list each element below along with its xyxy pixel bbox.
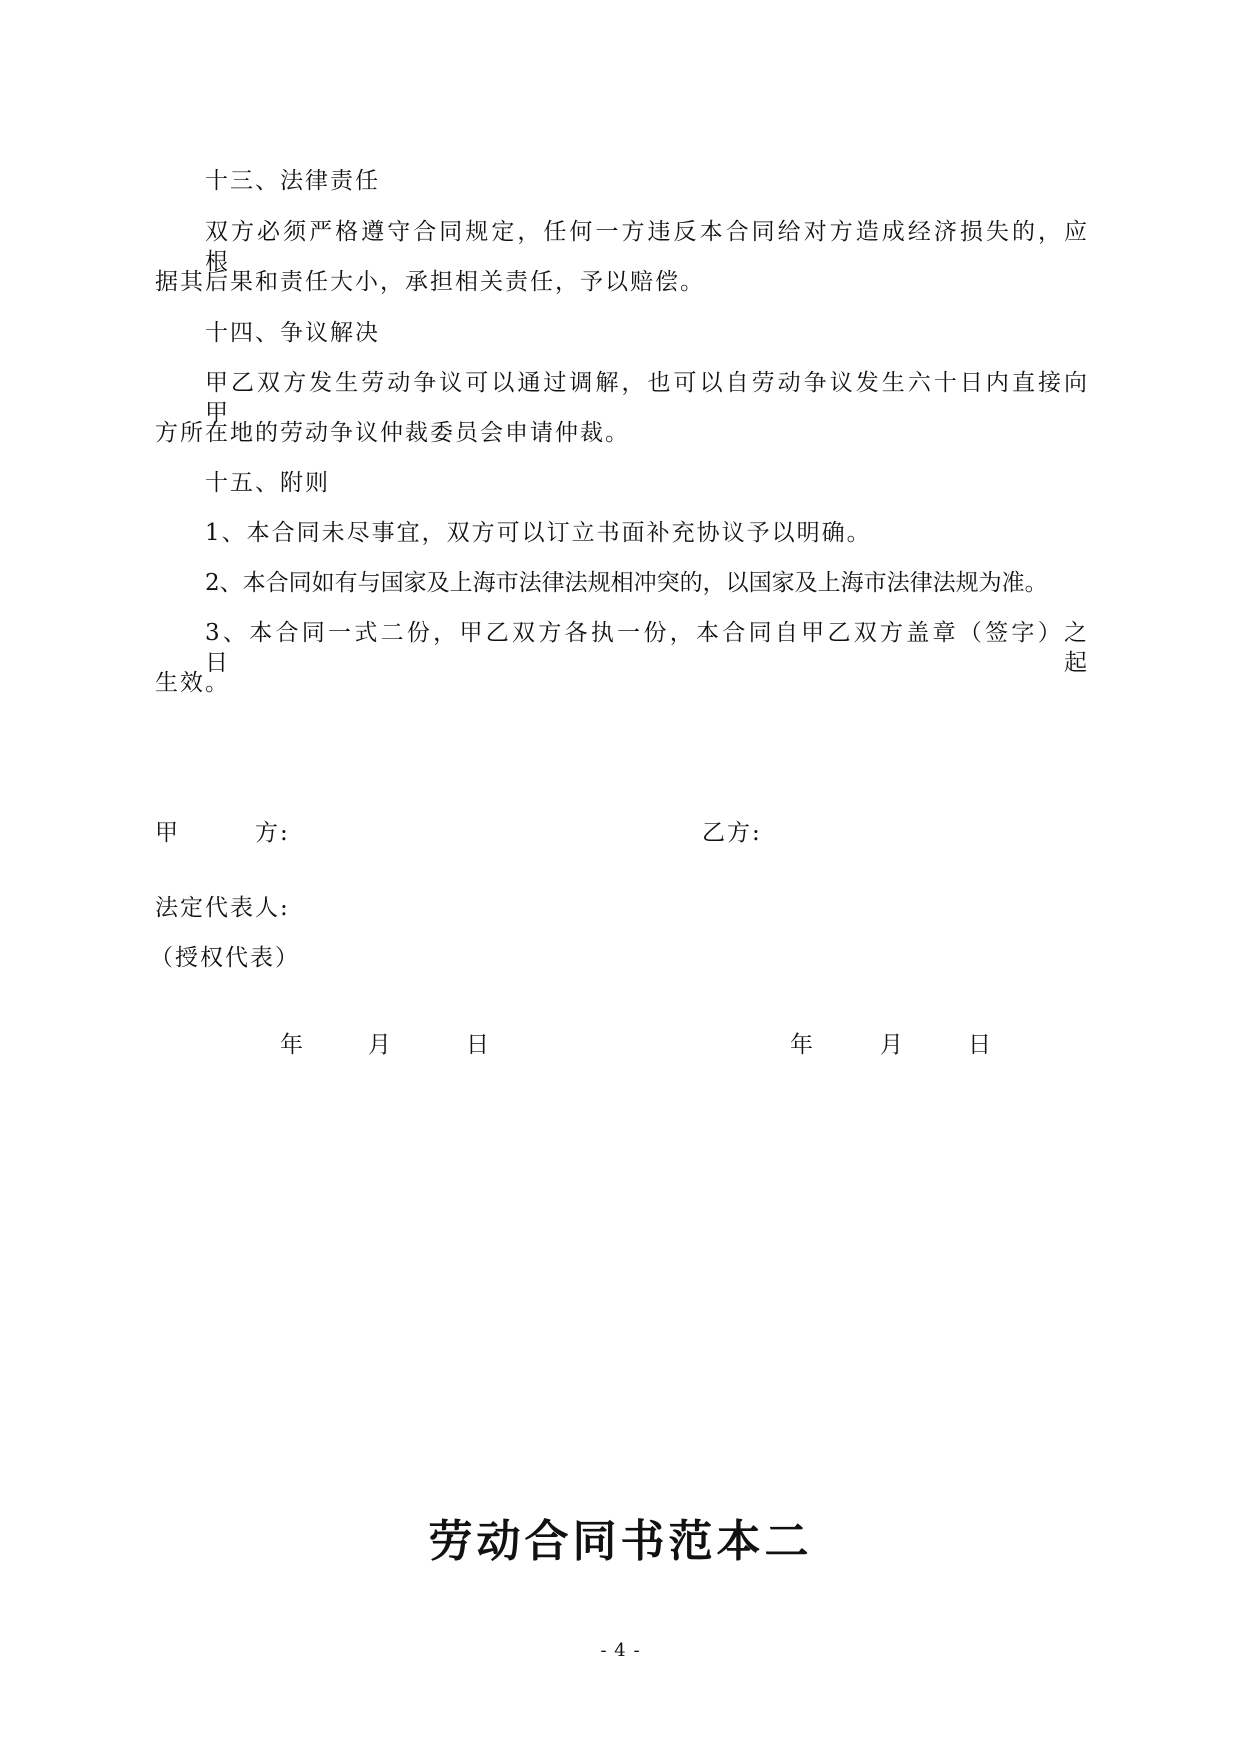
party-a-label-char: 甲 (155, 820, 180, 846)
article-13-heading: 十三、法律责任 (205, 168, 380, 194)
party-a-date-month: 月 (368, 1032, 393, 1058)
party-b-date-year: 年 (790, 1032, 815, 1058)
article-13-paragraph-line-2: 据其后果和责任大小，承担相关责任，予以赔偿。 (155, 269, 705, 295)
article-15-item-3-line-1: 3、本合同一式二份，甲乙双方各执一份，本合同自甲乙双方盖章（签字）之日起 (205, 620, 1090, 676)
article-15-item-2: 2、本合同如有与国家及上海市法律法规相冲突的，以国家及上海市法律法规为准。 (205, 570, 1048, 596)
article-15-heading: 十五、附则 (205, 470, 330, 496)
article-14-paragraph-line-2: 方所在地的劳动争议仲裁委员会申请仲裁。 (155, 420, 630, 446)
page-number: - 4 - (600, 1640, 641, 1661)
party-b-label: 乙方: (702, 820, 762, 846)
legal-representative-label: 法定代表人: (155, 895, 290, 921)
authorized-representative-label: （授权代表） (150, 945, 300, 971)
article-13-paragraph-line-1: 双方必须严格遵守合同规定，任何一方违反本合同给对方造成经济损失的，应根 (205, 219, 1090, 275)
article-15-item-1: 1、本合同未尽事宜，双方可以订立书面补充协议予以明确。 (205, 520, 872, 546)
party-a-label-colon: 方: (255, 820, 290, 846)
article-14-paragraph-line-1: 甲乙双方发生劳动争议可以通过调解，也可以自劳动争议发生六十日内直接向甲 (205, 370, 1090, 426)
next-section-title: 劳动合同书范本二 (428, 1516, 813, 1567)
party-a-date-year: 年 (280, 1032, 305, 1058)
article-14-heading: 十四、争议解决 (205, 320, 380, 346)
party-a-date-day: 日 (466, 1032, 491, 1058)
article-15-item-3-line-2: 生效。 (155, 670, 230, 696)
party-b-date-day: 日 (968, 1032, 993, 1058)
party-b-date-month: 月 (880, 1032, 905, 1058)
